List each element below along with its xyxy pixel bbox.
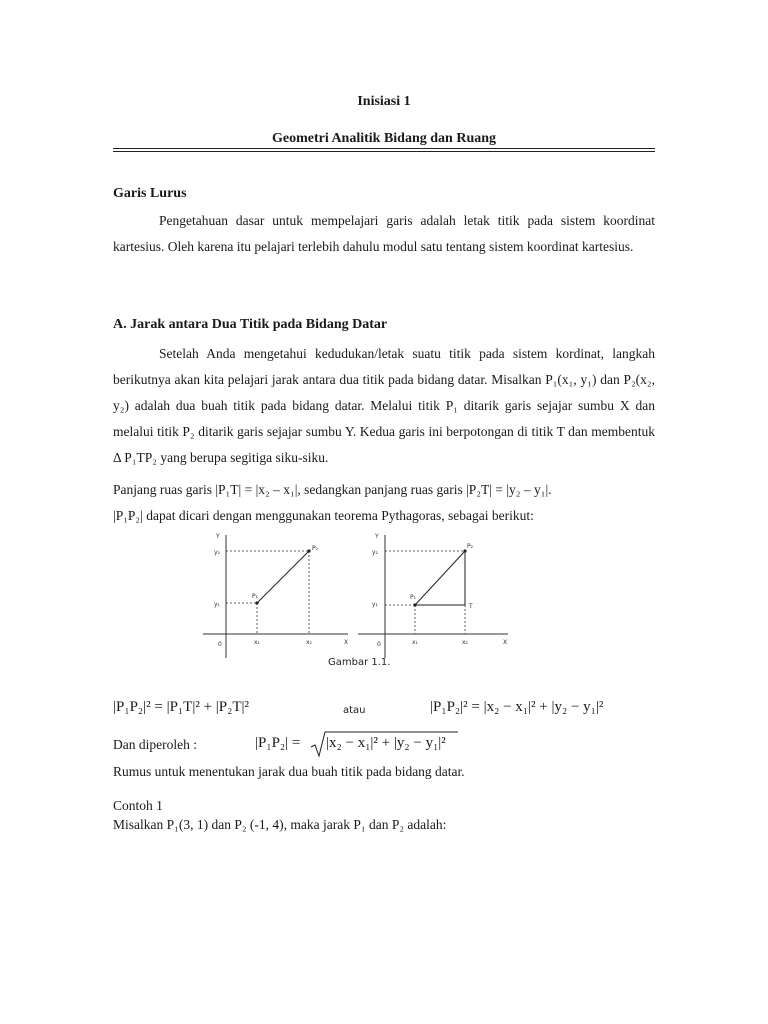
tick-y1-2: y₁ bbox=[372, 601, 378, 608]
dan-diperoleh-label: Dan diperoleh : bbox=[113, 737, 197, 752]
tick-x1: x₁ bbox=[254, 639, 260, 646]
point-p2-label: P₂ bbox=[312, 545, 319, 552]
section-heading-jarak: A. Jarak antara Dua Titik pada Bidang Datar bbox=[113, 317, 388, 332]
tick-x2-2: x₂ bbox=[462, 639, 468, 646]
axis-y-label-2: Y bbox=[375, 533, 379, 540]
point-p1-label-2: P₁ bbox=[410, 594, 417, 601]
axis-y-label: Y bbox=[216, 533, 220, 540]
equation-distance-root: |x₂ − x₁|² + |y₂ − y₁|² bbox=[326, 735, 446, 751]
graph-right bbox=[358, 533, 508, 658]
tick-y2-2: y₂ bbox=[372, 549, 378, 556]
graph-left bbox=[203, 533, 348, 658]
axis-x-label-2: X bbox=[503, 639, 508, 646]
rumus-text: Rumus untuk menentukan jarak dua buah titik pada bidang datar. bbox=[113, 764, 465, 779]
equation-or: atau bbox=[343, 705, 366, 716]
axis-x-label: X bbox=[344, 639, 349, 646]
equation-pythagoras: |P₁P₂|² = |P₁T|² + |P₂T|² bbox=[113, 699, 250, 715]
origin-label-2: 0 bbox=[377, 641, 381, 648]
paragraph-intro: Pengetahuan dasar untuk mempelajari garis adalah letak titik pada sistem koordinat kartesius. Oleh karena itu pelajari terlebih dahulu modul satu tentang sistem koordinat kartesius. bbox=[113, 213, 655, 254]
point-p2-label-2: P₂ bbox=[467, 543, 474, 550]
tick-x2: x₂ bbox=[306, 639, 312, 646]
tick-y1: y₁ bbox=[214, 601, 220, 608]
equation-distance-left: |P₁P₂| = bbox=[255, 735, 301, 751]
point-t-label: T bbox=[469, 603, 473, 610]
figure-caption: Gambar 1.1. bbox=[328, 657, 391, 668]
figure-graphs bbox=[198, 530, 518, 660]
title-rule-top bbox=[113, 148, 655, 149]
doc-subtitle: Geometri Analitik Bidang dan Ruang bbox=[271, 131, 497, 146]
equation-coordinates: |P₁P₂|² = |x₂ − x₁|² + |y₂ − y₁|² bbox=[430, 699, 604, 715]
contoh-text: Misalkan P₁(3, 1) dan P₂ (-1, 4), maka jarak P₁ dan P₂ adalah: bbox=[113, 817, 447, 832]
section-heading-garis-lurus: Garis Lurus bbox=[113, 186, 187, 201]
paragraph-pythagoras: |P₁P₂| dapat dicari dengan menggunakan teorema Pythagoras, sebagai berikut: bbox=[113, 508, 534, 523]
title-rule-bottom bbox=[113, 151, 655, 152]
paragraph-jarak: Setelah Anda mengetahui kedudukan/letak suatu titik pada sistem kordinat, langkah berikutnya akan kita pelajari jarak antara dua titik pada bidang datar. Misalkan P₁(x₁, y₁) dan P₂(x₂, y₂) adalah dua buah titik pada bidang datar. Melalui titik P₁ ditarik garis sejajar sumbu X dan melalui titik P₂ ditarik garis sejajar sumbu Y. Kedua garis ini berpotongan di titik T dan membentuk Δ P₁TP₂ yang berupa segitiga siku-siku. bbox=[113, 346, 655, 465]
point-p1-label: P₁ bbox=[252, 593, 259, 600]
origin-label: 0 bbox=[218, 641, 222, 648]
tick-y2: y₂ bbox=[214, 549, 220, 556]
contoh-title: Contoh 1 bbox=[113, 798, 163, 813]
tick-x1-2: x₁ bbox=[412, 639, 418, 646]
doc-title: Inisiasi 1 bbox=[357, 94, 411, 109]
paragraph-panjang: Panjang ruas garis |P₁T| = |x₂ – x₁|, sedangkan panjang ruas garis |P₂T| = |y₂ – y₁|. bbox=[113, 482, 552, 497]
